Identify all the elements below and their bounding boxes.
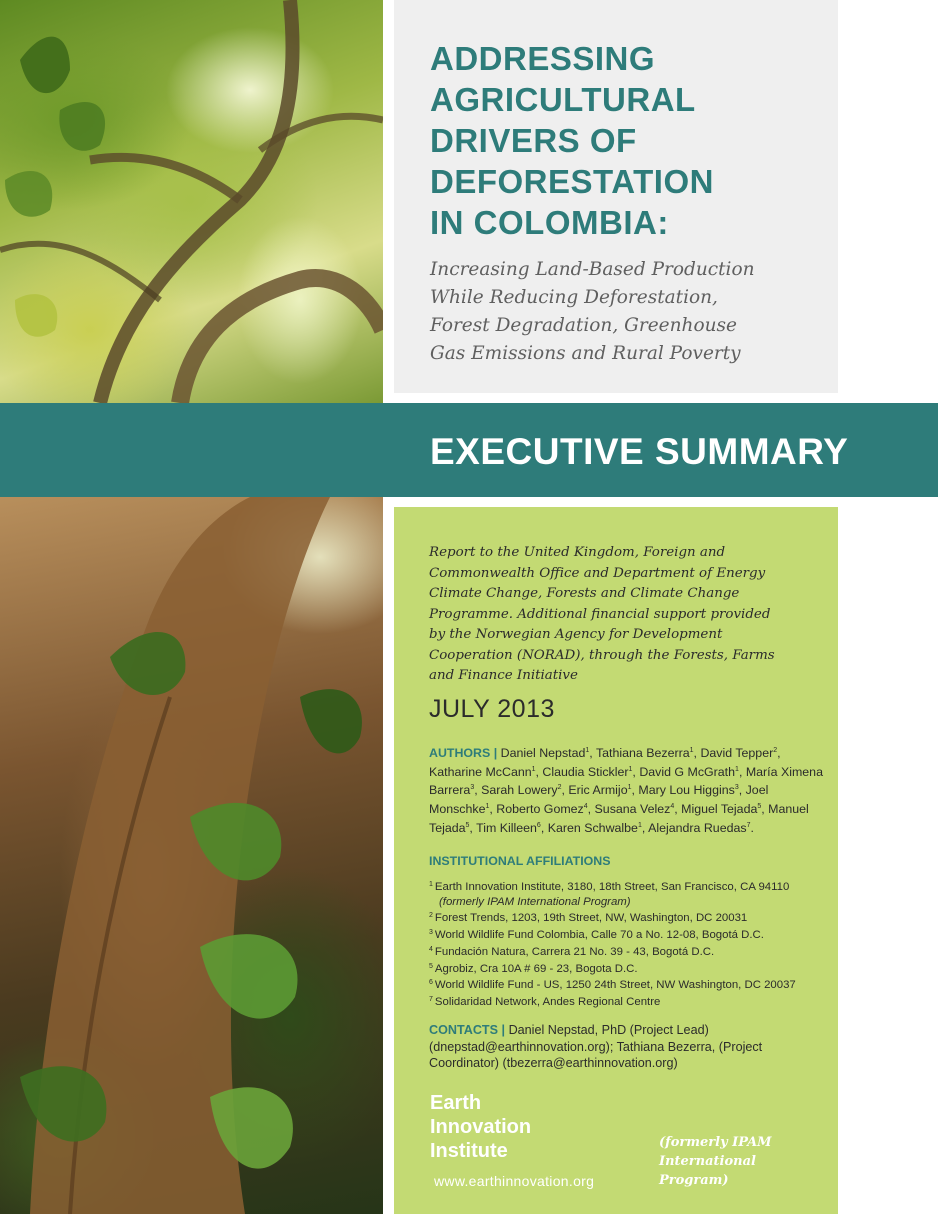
author-affiliation-number: 1 — [627, 784, 632, 792]
author-name: Claudia Stickler$^1$, — [542, 764, 640, 779]
author-name: Katharine McCann$^1$, — [429, 764, 543, 779]
website-link[interactable]: www.earthinnovation.org — [434, 1173, 595, 1189]
author-affiliation-number: 3 — [734, 784, 739, 792]
author-affiliation-number: 3 — [470, 784, 475, 792]
author-affiliation-number: 5 — [757, 802, 762, 810]
author-affiliation-number: 7 — [746, 821, 751, 829]
author-name: Manuel Tejada$^5$, — [429, 802, 809, 835]
author-affiliation-number: 1 — [585, 747, 590, 754]
canopy-branches-graphic — [0, 0, 383, 403]
author-name: Miguel Tejada$^5$, — [681, 802, 769, 816]
affiliation-number: 3 — [429, 929, 433, 937]
author-name: Joel Monschke$^1$, — [429, 783, 769, 816]
earth-innovation-logo — [430, 1091, 531, 1163]
affiliation-item: $^3$ World Wildlife Fund Colombia, Calle 70 a No. 12-08, Bogotá D.C. — [429, 929, 764, 942]
report-description — [429, 543, 824, 687]
executive-summary-band — [0, 403, 938, 497]
report-line: Report to the United Kingdom, Foreign and — [429, 545, 726, 560]
contacts-block — [429, 1022, 829, 1072]
author-affiliation-number: 1 — [485, 802, 490, 810]
document-subtitle — [430, 256, 830, 368]
logo-line: Earth — [430, 1092, 482, 1114]
affiliation-number: 1 — [429, 881, 433, 888]
affiliations-list — [429, 878, 834, 1010]
author-affiliation-number: 1 — [735, 765, 739, 773]
report-line: Cooperation (NORAD), through the Forests, Farms — [429, 647, 775, 663]
author-affiliation-number: 1 — [689, 747, 694, 754]
author-name: Tathiana Bezerra$^1$, — [595, 746, 701, 761]
author-affiliation-number: 1 — [531, 765, 536, 773]
author-name: Eric Armijo$^1$, — [568, 783, 639, 798]
subtitle-line: While Reducing Deforestation, — [430, 287, 718, 308]
formerly-line: Program) — [659, 1173, 729, 1188]
author-affiliation-number: 2 — [773, 747, 778, 754]
affiliation-number: 7 — [429, 995, 433, 1003]
contacts-separator: | — [501, 1023, 506, 1037]
title-line: AGRICULTURAL — [430, 81, 696, 118]
affiliation-number: 5 — [429, 962, 433, 970]
affiliation-item: $^1$ Earth Innovation Institute, 3180, 18th Street, San Francisco, CA 94110 (formerly IPAM International Program) — [429, 881, 790, 908]
author-name: Daniel Nepstad$^1$, — [500, 746, 596, 761]
affiliation-item: $^4$ Fundación Natura, Carrera 21 No. 39 - 43, Bogotá D.C. — [429, 945, 715, 958]
affiliation-number: 6 — [429, 979, 433, 987]
affiliation-item: $^7$ Solidaridad Network, Andes Regional Centre — [429, 995, 661, 1008]
author-name: Susana Velez$^4$, — [594, 802, 682, 816]
document-title — [430, 38, 830, 243]
author-affiliation-number: 5 — [465, 821, 470, 829]
author-affiliation-number: 2 — [557, 784, 562, 792]
authors-separator: | — [493, 746, 498, 761]
report-line: Climate Change, Forests and Climate Change — [429, 586, 740, 601]
executive-summary-title: EXECUTIVE SUMMARY — [430, 431, 849, 472]
subtitle-line: Forest Degradation, Greenhouse — [430, 315, 737, 336]
affiliations-label: INSTITUTIONAL AFFILIATIONS — [429, 854, 611, 868]
author-name: Alejandra Ruedas$^7$. — [648, 820, 754, 835]
affiliation-item: $^6$ World Wildlife Fund - US, 1250 24th Street, NW Washington, DC 20037 — [429, 979, 796, 992]
title-panel — [394, 0, 838, 393]
author-name: David G McGrath$^1$, — [639, 764, 746, 779]
formerly-line: (formerly IPAM — [659, 1135, 772, 1150]
author-name: María Ximena Barrera$^3$, — [429, 764, 823, 798]
author-affiliation-number: 6 — [536, 821, 541, 829]
author-name: Roberto Gomez$^4$, — [496, 802, 595, 816]
affiliation-number: 2 — [429, 912, 433, 920]
affiliation-number: 4 — [429, 945, 433, 953]
affiliation-note: (formerly IPAM International Program) — [439, 895, 631, 908]
report-line: by the Norwegian Agency for Development — [429, 627, 723, 642]
title-line: DRIVERS OF — [430, 122, 637, 159]
author-name: David Tepper$^2$, — [700, 746, 781, 761]
info-panel — [394, 507, 838, 1214]
author-name: Karen Schwalbe$^1$, — [547, 820, 649, 835]
report-date: JULY 2013 — [429, 695, 555, 723]
logo-line: Innovation — [430, 1116, 532, 1138]
report-line: Commonwealth Office and Department of Energy — [429, 565, 766, 581]
report-line: and Finance Initiative — [429, 668, 578, 683]
title-line: IN COLOMBIA: — [430, 204, 669, 241]
contacts-label: CONTACTS — [429, 1023, 499, 1037]
subtitle-line: Gas Emissions and Rural Poverty — [430, 343, 741, 364]
affiliation-item: $^2$ Forest Trends, 1203, 19th Street, NW, Washington, DC 20031 — [429, 912, 748, 925]
forest-canopy-photo — [0, 0, 383, 403]
author-affiliation-number: 1 — [637, 821, 642, 829]
tree-trunk-photo — [0, 497, 383, 1214]
contacts-text: Daniel Nepstad, PhD (Project Lead) (dnepstad@earthinnovation.org); Tathiana Bezerra, (Project Coordinator) (tbezerra@earthinnovation.org) — [429, 1023, 763, 1070]
report-line: Programme. Additional financial support provided — [429, 606, 771, 622]
authors-block — [429, 743, 829, 836]
author-affiliation-number: 4 — [670, 802, 675, 810]
logo-line: Institute — [430, 1140, 508, 1162]
author-name: Sarah Lowery$^2$, — [481, 783, 569, 798]
title-line: ADDRESSING — [430, 40, 656, 77]
author-affiliation-number: 4 — [583, 802, 588, 810]
author-affiliation-number: 1 — [628, 765, 633, 773]
trunk-leaves-graphic — [0, 497, 383, 1214]
affiliation-item: $^5$ Agrobiz, Cra 10A # 69 - 23, Bogota D.C. — [429, 962, 638, 975]
author-name: Tim Killeen$^6$, — [476, 820, 548, 835]
formerly-ipam-note — [659, 1133, 799, 1190]
subtitle-line: Increasing Land-Based Production — [430, 259, 755, 280]
formerly-line: International — [659, 1154, 756, 1169]
title-line: DEFORESTATION — [430, 163, 714, 200]
authors-label: AUTHORS — [429, 746, 491, 761]
author-name: Mary Lou Higgins$^3$, — [638, 783, 746, 798]
